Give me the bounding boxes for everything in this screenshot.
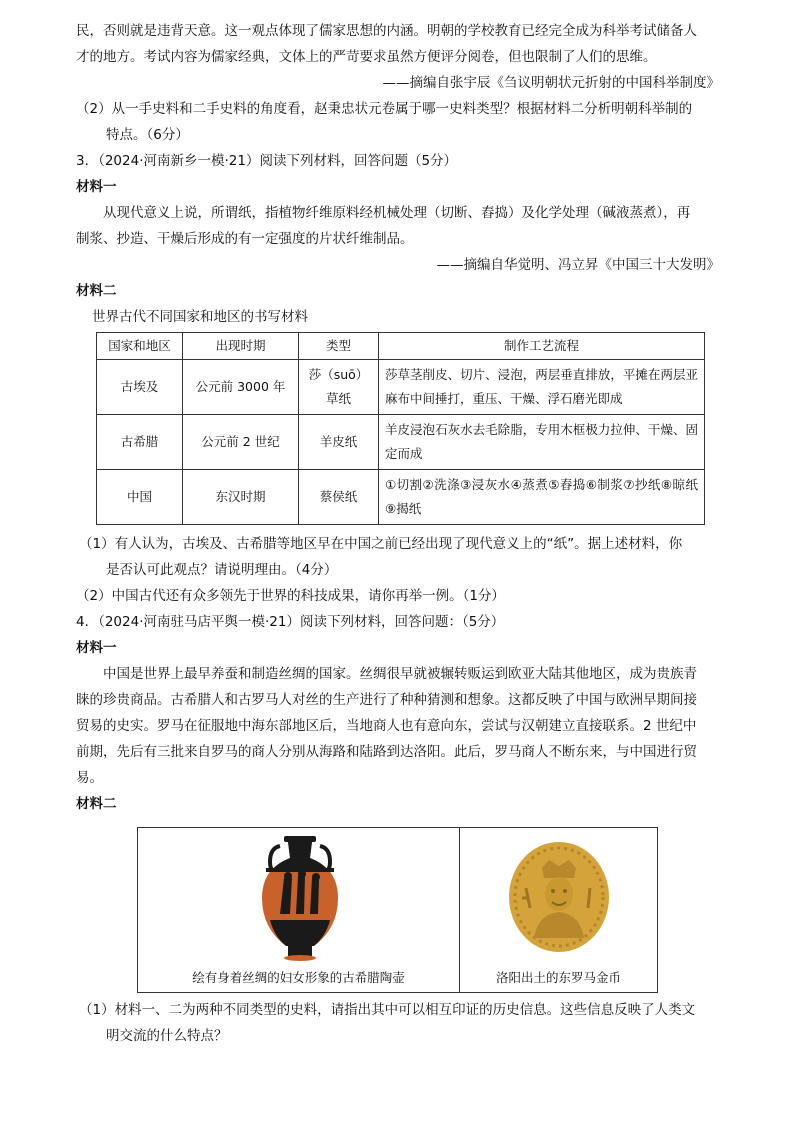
header-type: 类型 <box>299 333 379 360</box>
cell-region: 古希腊 <box>97 415 183 470</box>
document-page <box>76 18 720 1049</box>
intro-line-2: 才的地方。考试内容为儒家经典，文体上的严苛要求虽然方便评分阅卷，但也限制了人们的思维。 <box>76 49 657 65</box>
table-header-row <box>97 333 705 360</box>
table-row <box>97 360 705 415</box>
q3-material-2-label: 材料二 <box>76 283 117 299</box>
q4-material-1-line-4: 前期，先后有三批来自罗马的商人分别从海路和陆路到达洛阳。此后，罗马商人不断东来，与中国进行贸 <box>76 744 697 760</box>
question-4-title: 4．（2024·河南驻马店平舆一模·21）阅读下列材料，回答问题：（5分） <box>76 614 505 630</box>
q4-material-1-line-5: 易。 <box>76 770 103 786</box>
q4-material-2-label: 材料二 <box>76 796 117 812</box>
cell-type: 羊皮纸 <box>299 415 379 470</box>
table-caption: 世界古代不同国家和地区的书写材料 <box>92 309 308 325</box>
cell-type: 蔡侯纸 <box>299 470 379 525</box>
cell-type: 莎（suō）草纸 <box>299 360 379 415</box>
q4-material-1-line-3: 贸易的史实。罗马在征服地中海东部地区后，当地商人也有意向东，尝试与汉朝建立直接联系。2 世纪中 <box>76 718 697 734</box>
q3-material-1-line-2: 制浆、抄造、干燥后形成的有一定强度的片状纤维制品。 <box>76 231 414 247</box>
greek-vase-caption: 绘有身着丝绸的妇女形象的古希腊陶壶 <box>192 970 405 985</box>
q4-question-1-line-2: 明交流的什么特点？ <box>106 1028 228 1044</box>
prev-question-2-line-2: 特点。（6分） <box>106 127 189 143</box>
intro-source: ——摘编自张宇辰《刍议明朝状元折射的中国科举制度》 <box>382 75 720 91</box>
greek-vase-panel <box>138 828 460 992</box>
q3-material-1-line-1: 从现代意义上说，所谓纸，指植物纤维原料经机械处理（切断、舂捣）及化学处理（碱液蒸煮），再 <box>103 205 691 221</box>
cell-period: 公元前 2 世纪 <box>183 415 299 470</box>
cell-region: 中国 <box>97 470 183 525</box>
q3-question-1-line-1: （1）有人认为，古埃及、古希腊等地区早在中国之前已经出现了现代意义上的“纸”。据上述材料，你 <box>79 536 683 552</box>
cell-process: 莎草茎削皮、切片、浸泡，两层垂直排放，平摊在两层亚麻布中间捶打，重压、干燥、浮石磨光即成 <box>379 360 705 415</box>
gold-coin-panel <box>460 828 657 992</box>
table-row <box>97 415 705 470</box>
q3-material-1-label: 材料一 <box>76 179 117 195</box>
cell-process: ①切割②洗涤③浸灰水④蒸煮⑤舂捣⑥制浆⑦抄纸⑧晾纸⑨揭纸 <box>379 470 705 525</box>
cell-region: 古埃及 <box>97 360 183 415</box>
header-process: 制作工艺流程 <box>379 333 705 360</box>
q4-material-1-label: 材料一 <box>76 640 117 656</box>
intro-line-1: 民，否则就是违背天意。这一观点体现了儒家思想的内涵。明朝的学校教育已经完全成为科举考试储备人 <box>76 23 697 39</box>
cell-process: 羊皮浸泡石灰水去毛除脂，专用木框极力拉伸、干燥、固定而成 <box>379 415 705 470</box>
cell-period: 东汉时期 <box>183 470 299 525</box>
q3-question-1-line-2: 是否认可此观点？请说明理由。（4分） <box>106 562 338 578</box>
q3-material-1-source: ——摘编自华觉明、冯立昇《中国三十大发明》 <box>436 257 720 273</box>
gold-coin-image <box>504 838 614 956</box>
q4-material-1-line-1: 中国是世界上最早养蚕和制造丝绸的国家。丝绸很早就被辗转贩运到欧亚大陆其他地区，成为贵族青 <box>103 666 697 682</box>
prev-question-2-line-1: （2）从一手史料和二手史料的角度看，赵秉忠状元卷属于哪一史料类型？根据材料二分析明朝科举制的 <box>76 101 693 117</box>
writing-materials-table <box>96 332 705 525</box>
cell-period: 公元前 3000 年 <box>183 360 299 415</box>
q3-question-2: （2）中国古代还有众多领先于世界的科技成果，请你再举一例。（1分） <box>76 588 505 604</box>
q4-question-1-line-1: （1）材料一、二为两种不同类型的史料，请指出其中可以相互印证的历史信息。这些信息反映了人类文 <box>79 1002 696 1018</box>
header-period: 出现时期 <box>183 333 299 360</box>
question-3-title: 3．（2024·河南新乡一模·21）阅读下列材料，回答问题（5分） <box>76 153 458 169</box>
greek-vase-image <box>250 832 350 962</box>
header-region: 国家和地区 <box>97 333 183 360</box>
table-row <box>97 470 705 525</box>
q4-material-1-line-2: 睐的珍贵商品。古希腊人和古罗马人对丝的生产进行了种种猜测和想象。这都反映了中国与欧洲早期间接 <box>76 692 697 708</box>
gold-coin-caption: 洛阳出土的东罗马金币 <box>495 970 621 985</box>
artifact-images <box>137 827 658 993</box>
